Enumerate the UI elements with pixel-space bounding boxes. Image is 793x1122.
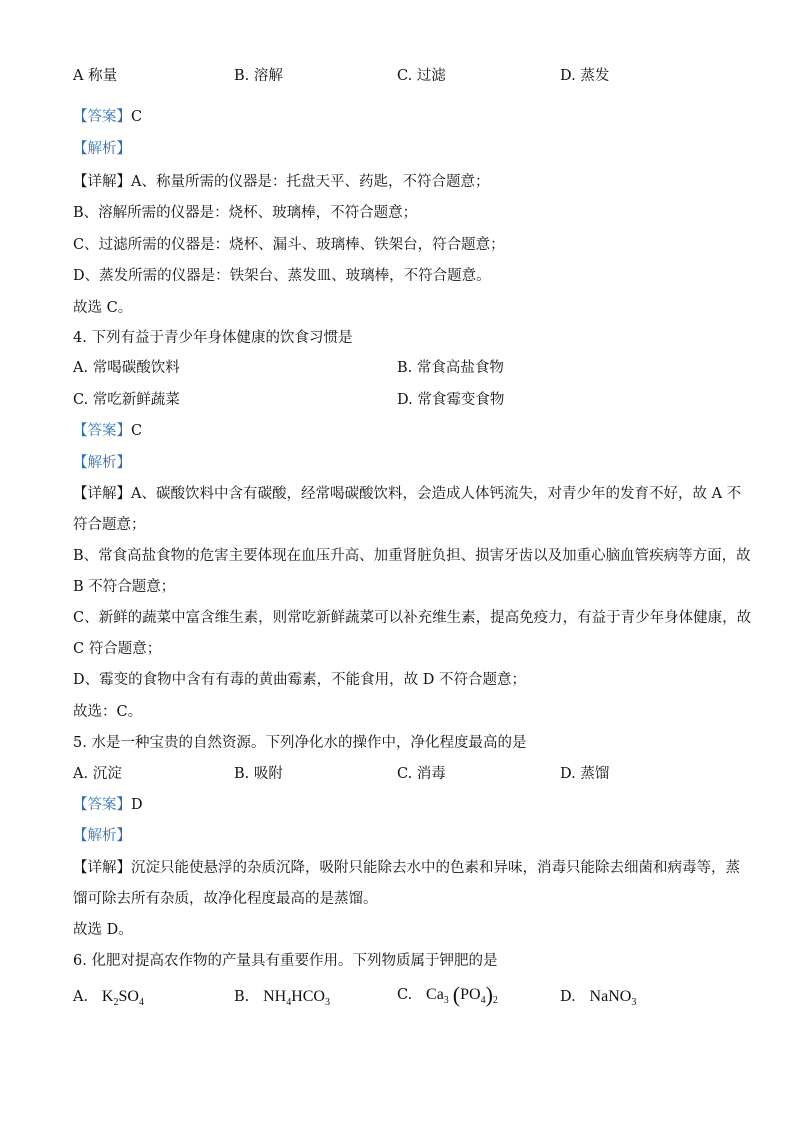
q3-detail-row	[73, 172, 489, 192]
formula-k2so4: $K_2SO_4$	[101, 988, 144, 1008]
q4-detail-line: D、霉变的食物中含有有毒的黄曲霉素，不能食用，故 D 不符合题意；	[73, 672, 526, 688]
detail-text: A、碳酸饮料中含有碳酸，经常喝碳酸饮料，会造成人体钙流失，对青少年的发育不好，故 A 不	[131, 486, 742, 502]
answer-tag: 【答案】	[73, 109, 131, 125]
q5-conclusion: 故选 D。	[73, 922, 133, 938]
q6-option-c	[397, 982, 498, 1011]
q5-option-c: C. 消毒	[397, 766, 446, 782]
q4-option-c: C. 常吃新鲜蔬菜	[73, 392, 180, 408]
detail-tag: 【详解】	[73, 174, 131, 190]
option-letter: D.	[560, 989, 576, 1005]
option-letter: C.	[397, 987, 413, 1003]
option-letter: B.	[234, 989, 250, 1005]
formula-nano3: NaNO$_3$	[589, 988, 637, 1008]
q3-detail-line: D、蒸发所需的仪器是：铁架台、蒸发皿、玻璃棒，不符合题意。	[73, 268, 491, 284]
q3-analysis-tag: 【解析】	[73, 141, 131, 157]
q4-detail-line: B 不符合题意；	[73, 579, 176, 595]
answer-value: C	[131, 423, 143, 439]
q4-stem: 4. 下列有益于青少年身体健康的饮食习惯是	[73, 330, 353, 346]
q6-option-d	[560, 987, 636, 1013]
q5-answer-row	[73, 795, 143, 815]
q6-option-b	[234, 987, 330, 1013]
answer-tag: 【答案】	[73, 423, 131, 439]
q4-option-a: A. 常喝碳酸饮料	[73, 360, 180, 376]
q3-option-c: C. 过滤	[397, 68, 446, 84]
q3-answer-row	[73, 107, 142, 127]
q5-option-b: B. 吸附	[234, 766, 283, 782]
formula-nh4hco3: $NH_4HCO_3$	[263, 988, 330, 1008]
q5-stem: 5. 水是一种宝贵的自然资源。下列净化水的操作中，净化程度最高的是	[73, 735, 527, 751]
q3-conclusion: 故选 C。	[73, 300, 133, 316]
detail-tag: 【详解】	[73, 486, 131, 502]
q4-detail-row	[73, 484, 741, 504]
detail-tag: 【详解】	[73, 860, 131, 876]
q4-detail-line: B、常食高盐食物的危害主要体现在血压升高、加重肾脏负担、损害牙齿以及加重心脑血管疾病等方面，故	[73, 548, 751, 564]
answer-value: C	[131, 109, 143, 125]
q4-analysis-tag: 【解析】	[73, 455, 131, 471]
q5-option-d: D. 蒸馏	[560, 766, 610, 782]
q4-option-b: B. 常食高盐食物	[397, 360, 504, 376]
answer-value: D	[131, 797, 143, 813]
q4-conclusion: 故选：C。	[73, 704, 143, 720]
detail-text: A、称量所需的仪器是：托盘天平、药匙，不符合题意；	[131, 174, 490, 190]
q5-detail-row	[73, 858, 740, 878]
q4-detail-line: C、新鲜的蔬菜中富含维生素，则常吃新鲜蔬菜可以补充维生素，提高免疫力，有益于青少年身体健康，故	[73, 610, 752, 626]
q6-stem: 6. 化肥对提高农作物的产量具有重要作用。下列物质属于钾肥的是	[73, 953, 498, 969]
q3-option-b: B. 溶解	[234, 68, 283, 84]
detail-text: 沉淀只能使悬浮的杂质沉降，吸附只能除去水中的色素和异味，消毒只能除去细菌和病毒等，蒸	[131, 860, 740, 876]
q5-analysis-tag: 【解析】	[73, 828, 131, 844]
q3-detail-line: B、溶解所需的仪器是：烧杯、玻璃棒，不符合题意；	[73, 205, 418, 221]
option-letter: A.	[73, 989, 89, 1005]
q3-detail-line: C、过滤所需的仪器是：烧杯、漏斗、玻璃棒、铁架台，符合题意；	[73, 237, 505, 253]
q3-option-a: A 称量	[73, 68, 118, 84]
q4-option-d: D. 常食霉变食物	[397, 392, 505, 408]
q3-option-d: D. 蒸发	[560, 68, 610, 84]
answer-tag: 【答案】	[73, 797, 131, 813]
q6-option-a	[73, 987, 144, 1013]
formula-ca3po42: $Ca_3$ $(PO_4)_2$	[426, 982, 498, 1007]
q4-answer-row	[73, 421, 142, 441]
q4-detail-line: C 符合题意；	[73, 641, 162, 657]
q5-detail-line: 馏可除去所有杂质，故净化程度最高的是蒸馏。	[73, 891, 378, 907]
q5-option-a: A. 沉淀	[73, 766, 122, 782]
q4-detail-line: 符合题意；	[73, 517, 146, 533]
